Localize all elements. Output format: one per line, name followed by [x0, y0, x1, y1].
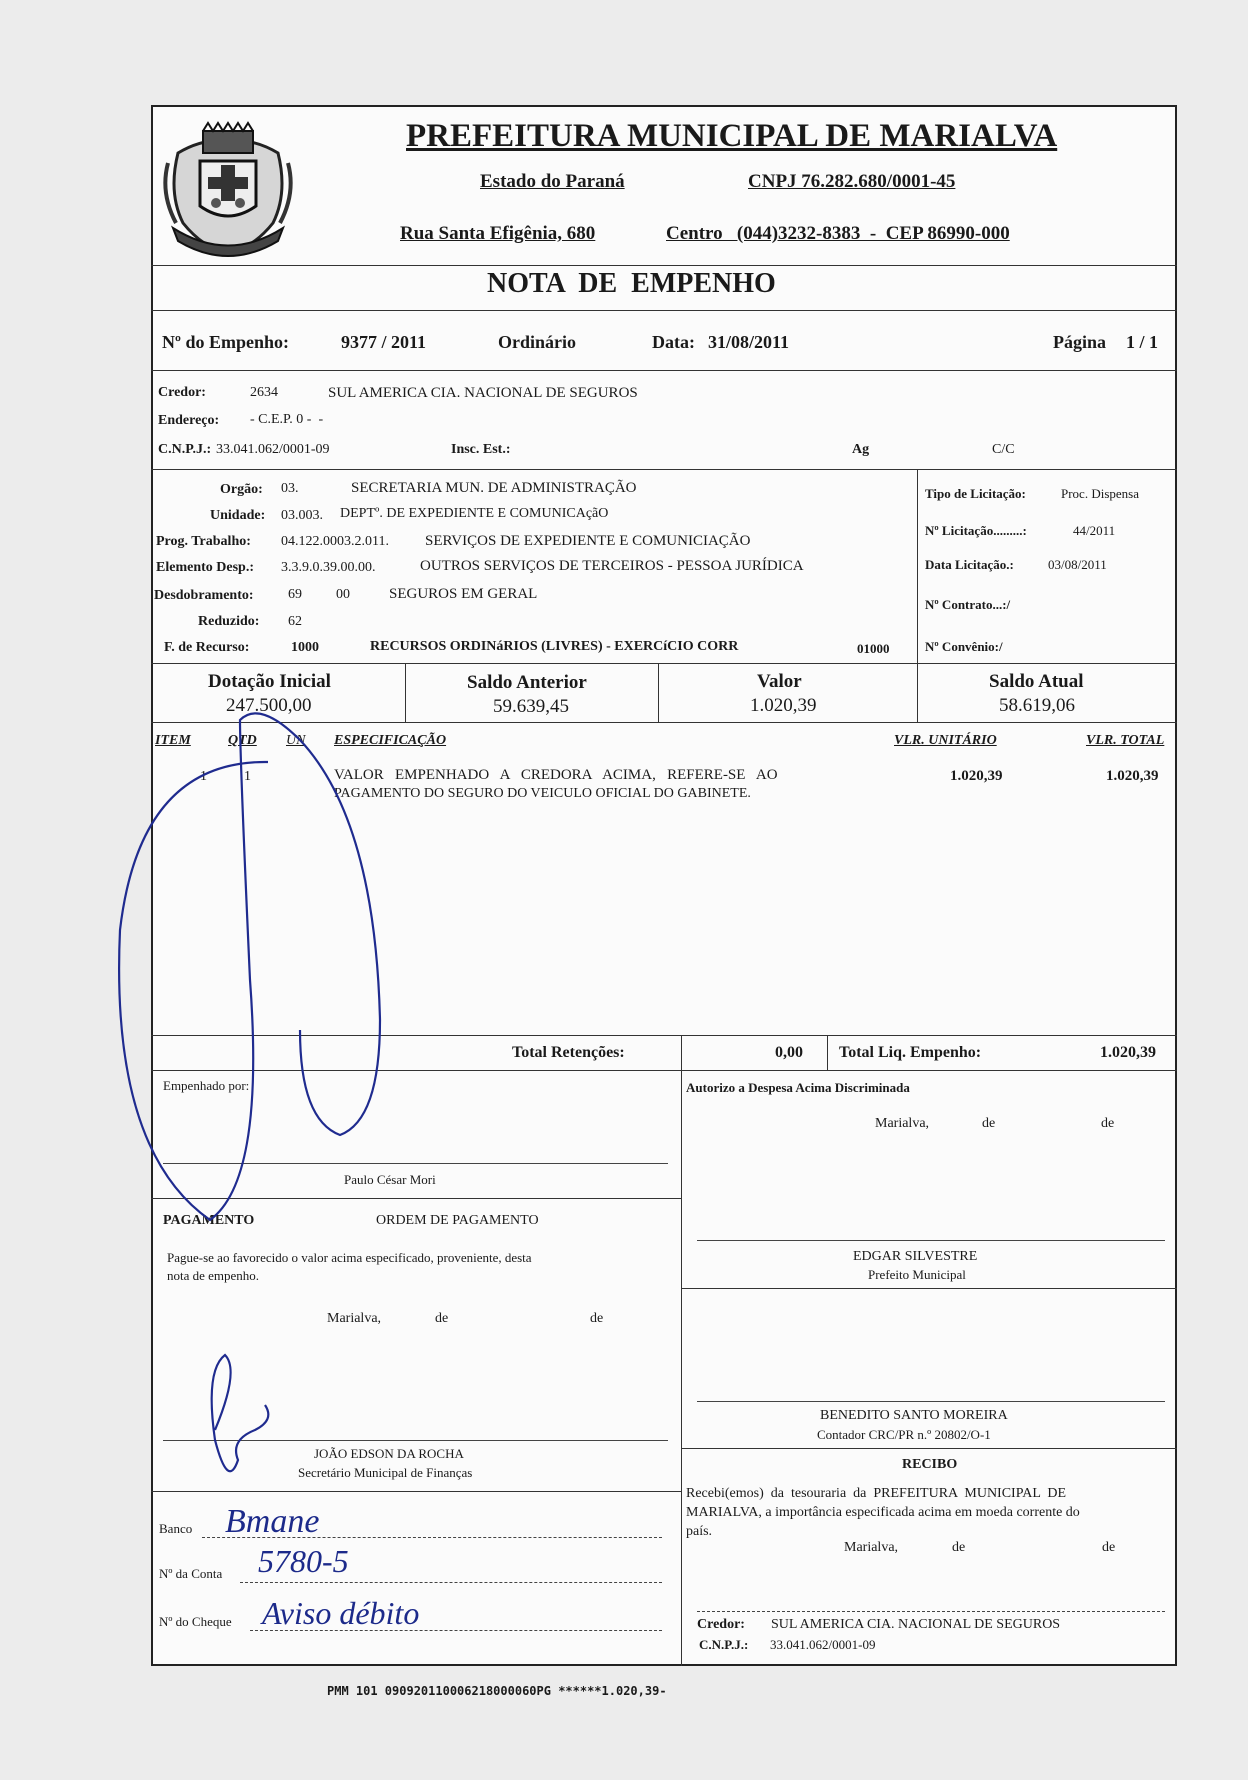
recibo-line2: MARIALVA, a importância especificada acima em moeda corrente do: [686, 1505, 1080, 1520]
right-de2: de: [1101, 1116, 1115, 1131]
footer-barcode-text: PMM 101 090920110006218000060PG ******1.020,39-: [327, 1684, 667, 1698]
mayor-role: Prefeito Municipal: [868, 1267, 966, 1282]
elemento-label: Elemento Desp.:: [156, 560, 254, 575]
recibo-cnpj: 33.041.062/0001-09: [770, 1637, 876, 1652]
credor-code: 2634: [250, 385, 278, 400]
pague-line2: nota de empenho.: [167, 1268, 260, 1283]
saldo-anterior-value: 59.639,45: [493, 696, 569, 717]
pague-line1: Pague-se ao favorecido o valor acima especificado, proveniente, desta: [167, 1250, 532, 1265]
unidade-label: Unidade:: [210, 508, 266, 523]
desdobramento-code: 69: [288, 587, 302, 602]
prog-trabalho-name: SERVIÇOS DE EXPEDIENTE E COMUNICIAÇÃO: [425, 533, 751, 549]
orgao-label: Orgão:: [220, 482, 263, 497]
elemento-name: OUTROS SERVIÇOS DE TERCEIROS - PESSOA JURÍDICA: [420, 558, 804, 574]
recibo-credor-label: Credor:: [697, 1617, 745, 1632]
convenio-label: Nº Convênio:/: [925, 639, 1003, 654]
recurso-label: F. de Recurso:: [164, 640, 250, 655]
date-label: Data:: [652, 332, 695, 352]
prog-trabalho-label: Prog. Trabalho:: [156, 534, 251, 549]
page-label: Página: [1053, 332, 1107, 352]
data-licitacao-label: Data Licitação.:: [925, 557, 1014, 572]
recibo-cnpj-label: C.N.P.J.:: [699, 1637, 749, 1652]
recibo-place: Marialva,: [844, 1540, 899, 1555]
left-de2: de: [590, 1311, 604, 1326]
col-unit-header: VLR. UNITÁRIO: [894, 733, 997, 748]
col-un-header: UN: [286, 733, 306, 748]
pagamento-label: PAGAMENTO: [163, 1213, 255, 1228]
tipo-licitacao-label: Tipo de Licitação:: [925, 486, 1026, 501]
ordem-pagamento-label: ORDEM DE PAGAMENTO: [376, 1213, 539, 1228]
credor-cnpj-label: C.N.P.J.:: [158, 442, 212, 457]
recibo-line3: país.: [686, 1524, 713, 1539]
agency-label: Ag: [852, 442, 870, 457]
recurso-sub: 01000: [857, 641, 890, 656]
empenho-date: 31/08/2011: [708, 332, 790, 352]
credor-name: SUL AMERICA CIA. NACIONAL DE SEGUROS: [328, 385, 638, 401]
recurso-name: RECURSOS ORDINáRIOS (LIVRES) - EXERCíCIO CORR: [370, 639, 739, 654]
empenho-number: 9377 / 2011: [341, 332, 427, 352]
item-number: 1: [200, 769, 207, 784]
orgao-name: SECRETARIA MUN. DE ADMINISTRAÇÃO: [351, 480, 637, 496]
valor-label: Valor: [757, 671, 802, 692]
item-spec-line2: PAGAMENTO DO SEGURO DO VEICULO OFICIAL DO GABINETE.: [334, 786, 751, 801]
desdobramento-sub: 00: [336, 587, 350, 602]
cheque-handwritten: Aviso débito: [262, 1595, 420, 1631]
item-total-value: 1.020,39: [1106, 768, 1159, 784]
contrato-label: Nº Contrato...:/: [925, 597, 1011, 612]
empenhado-name: Paulo César Mori: [344, 1172, 436, 1187]
state-label: Estado do Paraná: [480, 171, 625, 192]
reduzido-value: 62: [288, 614, 302, 629]
desdobramento-label: Desdobramento:: [154, 588, 254, 603]
accountant-name: BENEDITO SANTO MOREIRA: [820, 1408, 1008, 1423]
secretary-role: Secretário Municipal de Finanças: [298, 1465, 473, 1480]
left-place: Marialva,: [327, 1311, 382, 1326]
item-qtd: 1: [244, 769, 251, 784]
num-licitacao-value: 44/2011: [1073, 523, 1116, 538]
recibo-line1: Recebi(emos) da tesouraria da PREFEITURA MUNICIPAL DE: [686, 1486, 1067, 1501]
data-licitacao-value: 03/08/2011: [1048, 557, 1107, 572]
recurso-code: 1000: [291, 640, 319, 655]
retencoes-value: 0,00: [775, 1044, 803, 1061]
right-place: Marialva,: [875, 1116, 930, 1131]
municipality-title: PREFEITURA MUNICIPAL DE MARIALVA: [406, 118, 1058, 154]
address-label: Rua Santa Efigênia, 680: [400, 223, 596, 244]
coat-of-arms-logo: [158, 113, 298, 261]
num-licitacao-label: Nº Licitação.........:: [925, 523, 1027, 538]
insc-est-label: Insc. Est.:: [451, 442, 511, 457]
document-title: NOTA DE EMPENHO: [487, 268, 776, 299]
elemento-code: 3.3.9.0.39.00.00.: [281, 560, 376, 575]
address-field-label: Endereço:: [158, 413, 220, 428]
dotacao-value: 247.500,00: [226, 695, 312, 716]
accountant-role: Contador CRC/PR n.º 20802/O-1: [817, 1427, 991, 1442]
recibo-de1: de: [952, 1540, 966, 1555]
page-number: 1 / 1: [1126, 332, 1159, 352]
account-label: C/C: [992, 442, 1015, 457]
empenho-number-label: Nº do Empenho:: [162, 332, 289, 352]
tipo-licitacao-value: Proc. Dispensa: [1061, 486, 1139, 501]
unidade-name: DEPTº. DE EXPEDIENTE E COMUNICAçãO: [340, 506, 609, 521]
credor-cnpj: 33.041.062/0001-09: [216, 442, 330, 457]
saldo-atual-value: 58.619,06: [999, 695, 1075, 716]
reduzido-label: Reduzido:: [198, 614, 260, 629]
district-phone-cep: Centro (044)3232-8383 - CEP 86990-000: [666, 223, 1010, 244]
right-de1: de: [982, 1116, 996, 1131]
autorizo-label: Autorizo a Despesa Acima Discriminada: [686, 1080, 910, 1095]
item-unit-value: 1.020,39: [950, 768, 1003, 784]
saldo-atual-label: Saldo Atual: [989, 671, 1084, 692]
empenhado-label: Empenhado por:: [163, 1078, 250, 1093]
cnpj-label: CNPJ 76.282.680/0001-45: [748, 171, 956, 192]
mayor-name: EDGAR SILVESTRE: [853, 1249, 978, 1264]
col-spec-header: ESPECIFICAÇÃO: [334, 733, 447, 748]
unidade-code: 03.003.: [281, 508, 323, 523]
col-qtd-header: QTD: [228, 733, 257, 748]
orgao-code: 03.: [281, 481, 299, 496]
total-liq-label: Total Liq. Empenho:: [839, 1044, 982, 1061]
banco-label: Banco: [159, 1521, 193, 1536]
prog-trabalho-code: 04.122.0003.2.011.: [281, 534, 389, 549]
credor-address: - C.E.P. 0 - -: [250, 412, 324, 427]
conta-label: Nº da Conta: [159, 1566, 223, 1581]
credor-label: Credor:: [158, 385, 206, 400]
secretary-name: JOÃO EDSON DA ROCHA: [314, 1446, 464, 1461]
recibo-label: RECIBO: [902, 1457, 958, 1472]
desdobramento-name: SEGUROS EM GERAL: [389, 586, 538, 602]
saldo-anterior-label: Saldo Anterior: [467, 672, 587, 693]
banco-handwritten: Bmane: [225, 1503, 320, 1540]
retencoes-label: Total Retenções:: [512, 1044, 625, 1061]
col-total-header: VLR. TOTAL: [1086, 733, 1165, 748]
item-spec-line1: VALOR EMPENHADO A CREDORA ACIMA, REFERE-SE AO: [334, 767, 778, 783]
left-de1: de: [435, 1311, 449, 1326]
recibo-credor-name: SUL AMERICA CIA. NACIONAL DE SEGUROS: [771, 1617, 1061, 1632]
conta-handwritten: 5780-5: [258, 1543, 349, 1579]
recibo-de2: de: [1102, 1540, 1116, 1555]
total-liq-value: 1.020,39: [1100, 1044, 1156, 1061]
valor-value: 1.020,39: [750, 695, 817, 716]
empenho-type: Ordinário: [498, 332, 577, 352]
cheque-label: Nº do Cheque: [159, 1614, 232, 1629]
dotacao-label: Dotação Inicial: [208, 671, 331, 692]
col-item-header: ITEM: [155, 733, 191, 748]
